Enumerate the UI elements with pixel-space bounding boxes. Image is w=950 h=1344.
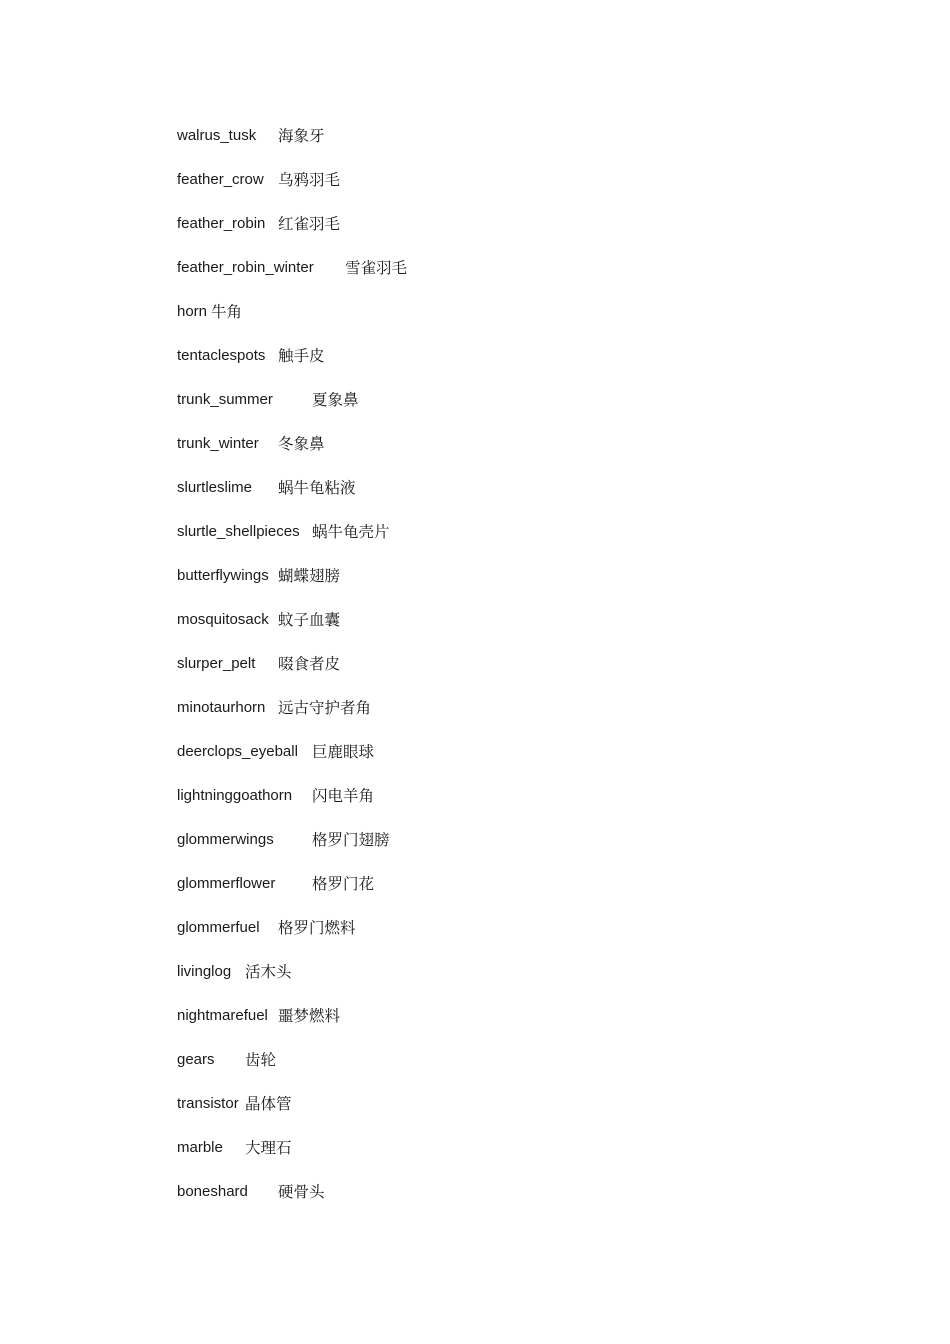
- entry-translation: 格罗门燃料: [278, 919, 356, 937]
- entry-id: slurtle_shellpieces: [177, 523, 300, 540]
- entry-translation: 蜗牛龟壳片: [312, 523, 390, 541]
- entry-id: glommerwings: [177, 831, 274, 848]
- entry-translation: 雪雀羽毛: [345, 259, 408, 277]
- entry-id: lightninggoathorn: [177, 787, 293, 804]
- entry-translation: 闪电羊角: [312, 787, 375, 805]
- entry-id: walrus_tusk: [177, 127, 257, 144]
- entry-translation: 牛角: [211, 303, 243, 321]
- entry-translation: 冬象鼻: [278, 435, 325, 453]
- entry-id: slurtleslime: [177, 479, 253, 496]
- entry-id: transistor: [177, 1095, 239, 1112]
- entry-id: trunk_summer: [177, 391, 273, 408]
- entry-id: feather_robin: [177, 215, 266, 232]
- entry-id: nightmarefuel: [177, 1007, 268, 1024]
- entry-translation: 蜗牛龟粘液: [278, 479, 356, 497]
- entry-translation: 蚊子血囊: [278, 611, 341, 629]
- entry-translation: 齿轮: [245, 1051, 277, 1069]
- entry-id: deerclops_eyeball: [177, 743, 298, 760]
- entry-id: glommerfuel: [177, 919, 260, 936]
- entry-id: marble: [177, 1139, 223, 1156]
- entry-translation: 活木头: [245, 963, 292, 981]
- entry-id: tentaclespots: [177, 347, 266, 364]
- entry-id: gears: [177, 1051, 215, 1068]
- entry-translation: 远古守护者角: [278, 699, 372, 717]
- entry-translation: 蝴蝶翅膀: [278, 567, 341, 585]
- entry-translation: 晶体管: [245, 1095, 292, 1113]
- entry-translation: 格罗门花: [312, 875, 375, 893]
- entry-translation: 噩梦燃料: [278, 1007, 341, 1025]
- entry-translation: 夏象鼻: [312, 391, 359, 409]
- entry-translation: 啜食者皮: [278, 655, 341, 673]
- entry-id: minotaurhorn: [177, 699, 266, 716]
- entry-id: horn: [177, 303, 208, 320]
- entry-id: glommerflower: [177, 875, 276, 892]
- entry-id: boneshard: [177, 1183, 248, 1200]
- entry-translation: 格罗门翅膀: [312, 831, 390, 849]
- entry-id: feather_robin_winter: [177, 259, 314, 276]
- entry-translation: 硬骨头: [278, 1183, 325, 1201]
- entry-translation: 触手皮: [278, 347, 325, 365]
- entry-translation: 巨鹿眼球: [312, 743, 375, 761]
- entry-id: butterflywings: [177, 567, 269, 584]
- entry-translation: 乌鸦羽毛: [278, 171, 341, 189]
- entry-id: trunk_winter: [177, 435, 259, 452]
- entry-translation: 大理石: [245, 1139, 292, 1157]
- entry-id: slurper_pelt: [177, 655, 256, 672]
- entry-id: mosquitosack: [177, 611, 269, 628]
- entry-translation: 海象牙: [278, 127, 325, 145]
- entry-translation: 红雀羽毛: [278, 215, 341, 233]
- entry-id: livinglog: [177, 963, 232, 980]
- entry-id: feather_crow: [177, 171, 264, 188]
